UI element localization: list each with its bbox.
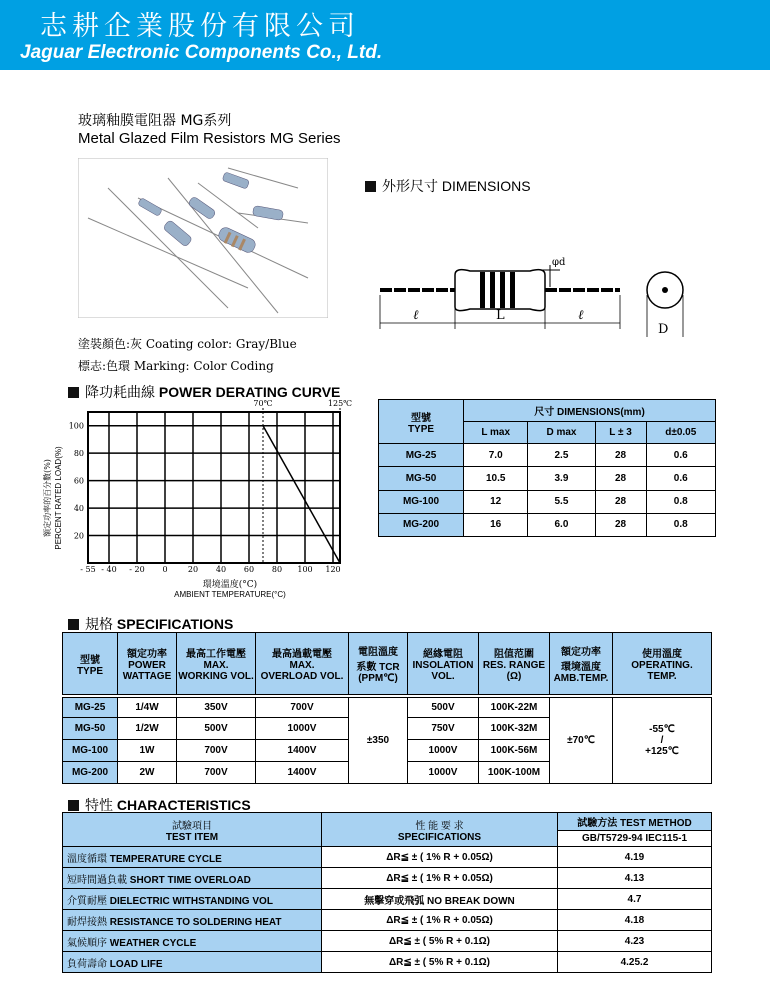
dimension-drawing bbox=[370, 245, 710, 345]
specifications-section-title: 規格 SPECIFICATIONS bbox=[68, 614, 233, 634]
table-row: 負荷壽命 LOAD LIFE ΔR≦ ± ( 5% R + 0.1Ω) 4.25.2 bbox=[63, 952, 712, 973]
derating-series-line bbox=[263, 426, 340, 563]
table-row: MG-100 1W 700V 1400V 1000V 100K-56M bbox=[63, 740, 712, 762]
section-bullet-icon bbox=[68, 800, 79, 811]
power-derating-chart bbox=[40, 398, 370, 610]
dim-col-header: d±0.05 bbox=[646, 422, 715, 444]
y-axis-label-en: PERCENT RATED LOAD(%) bbox=[54, 446, 63, 550]
d-label: φd bbox=[552, 257, 566, 268]
table-row: 溫度循環 TEMPERATURE CYCLE ΔR≦ ± ( 1% R + 0.05Ω) 4.19 bbox=[63, 847, 712, 868]
company-header bbox=[0, 0, 770, 70]
x-tick-label: 80 bbox=[271, 565, 283, 574]
table-row: MG-25 7.0 2.5 28 0.6 bbox=[379, 444, 716, 467]
x-tick-label: 40 bbox=[215, 565, 227, 574]
x-tick-label: 100 bbox=[297, 565, 313, 574]
op-temp-value: -55℃ / +125℃ bbox=[613, 698, 712, 784]
table-row: MG-50 10.5 3.9 28 0.6 bbox=[379, 467, 716, 490]
table-row: MG-200 16 6.0 28 0.8 bbox=[379, 513, 716, 536]
x-tick-label: 60 bbox=[243, 565, 255, 574]
x-tick-label: - 40 bbox=[101, 565, 117, 574]
body-length-label: L bbox=[496, 308, 505, 323]
l-right-label: ℓ bbox=[578, 308, 584, 323]
resistor-photo bbox=[78, 158, 328, 318]
char-spec-header: 性 能 要 求 SPECIFICATIONS bbox=[322, 813, 558, 847]
dim-col-header: L ± 3 bbox=[595, 422, 646, 444]
coating-info: 塗裝顏色:灰 Coating color: Gray/Blue bbox=[78, 337, 297, 351]
product-title-en: Metal Glazed Film Resistors MG Series bbox=[78, 130, 341, 147]
amb-temp-value: ±70℃ bbox=[550, 698, 613, 784]
tcr-value: ±350 bbox=[349, 698, 408, 784]
specifications-table bbox=[62, 632, 712, 784]
product-title-cn: 玻璃釉膜電阻器 MG系列 bbox=[78, 113, 232, 129]
section-bullet-icon bbox=[68, 387, 79, 398]
char-method-header: 試驗方法 TEST METHOD bbox=[558, 813, 712, 831]
dimensions-table bbox=[378, 399, 716, 537]
x-tick-label: 20 bbox=[187, 565, 199, 574]
top-temp-label: 70℃ bbox=[253, 399, 273, 408]
chart-grid bbox=[88, 412, 340, 563]
dim-type-header: 型號 TYPE bbox=[379, 400, 464, 444]
section-bullet-icon bbox=[68, 619, 79, 630]
x-axis-label-en: AMBIENT TEMPERATURE(°C) bbox=[174, 590, 286, 599]
y-tick-label: 80 bbox=[73, 449, 84, 459]
table-row: 耐焊接熱 RESISTANCE TO SOLDERING HEAT ΔR≦ ± ( 1% R + 0.05Ω) 4.18 bbox=[63, 910, 712, 931]
x-axis-label-cn: 環境溫度(°C) bbox=[202, 580, 258, 590]
x-tick-label: - 20 bbox=[129, 565, 145, 574]
dim-col-header: D max bbox=[528, 422, 595, 444]
y-tick-label: 20 bbox=[73, 531, 84, 541]
x-tick-label: - 55 bbox=[80, 565, 96, 574]
table-row: 氣候順序 WEATHER CYCLE ΔR≦ ± ( 5% R + 0.1Ω) 4.23 bbox=[63, 931, 712, 952]
table-row: MG-200 2W 700V 1400V 1000V 100K-100M bbox=[63, 762, 712, 784]
table-row: MG-50 1/2W 500V 1000V 750V 100K-32M bbox=[63, 718, 712, 740]
diameter-label: D bbox=[658, 322, 669, 337]
table-row: MG-25 1/4W 350V 700V ±350 500V 100K-22M ±70℃ -55℃ / +125℃ bbox=[63, 698, 712, 718]
plot-frame bbox=[88, 412, 340, 563]
y-tick-label: 100 bbox=[68, 421, 84, 431]
y-tick-label: 60 bbox=[73, 476, 84, 486]
top-temp-label: 125℃ bbox=[327, 399, 353, 408]
table-row: MG-100 12 5.5 28 0.8 bbox=[379, 490, 716, 513]
l-left-label: ℓ bbox=[413, 308, 419, 323]
marking-info: 標志:色環 Marking: Color Coding bbox=[78, 359, 274, 373]
company-name-en: Jaguar Electronic Components Co., Ltd. bbox=[20, 42, 383, 63]
characteristics-section-title: 特性 CHARACTERISTICS bbox=[68, 795, 251, 815]
characteristics-table bbox=[62, 812, 712, 973]
dimensions-section-title: 外形尺寸 DIMENSIONS bbox=[365, 176, 531, 196]
char-method-standard: GB/T5729-94 IEC115-1 bbox=[558, 831, 712, 847]
table-row: 介質耐壓 DIELECTRIC WITHSTANDING VOL 無擊穿或飛弧 NO BREAK DOWN 4.7 bbox=[63, 889, 712, 910]
y-axis-label-cn: 額定功率的百分數(%) bbox=[43, 459, 52, 537]
company-name-cn: 志耕企業股份有限公司 bbox=[40, 11, 360, 42]
spec-header-row: 型號 TYPE 額定功率 POWER WATTAGE 最高工作電壓 MAX. WORKING VOL. 最高過載電壓 MAX. OVERLOAD VOL. 電阻溫度 系數 TCR (PPM℃) 絕緣電阻 INSOLATION VOL. 阻值范圍 RES. RANGE (Ω) 額定功率 環境溫度 AMB.TEMP. 使用溫度 OPERATING. TEMP. bbox=[63, 633, 712, 695]
dim-col-header: L max bbox=[464, 422, 528, 444]
section-bullet-icon bbox=[365, 181, 376, 192]
y-tick-label: 40 bbox=[73, 504, 84, 514]
x-tick-label: 0 bbox=[162, 565, 168, 574]
x-tick-label: 120 bbox=[325, 565, 341, 574]
derating-section-title: 降功耗曲線 POWER DERATING CURVE bbox=[68, 382, 340, 402]
dim-group-header: 尺寸 DIMENSIONS(mm) bbox=[464, 400, 716, 422]
table-row: 短時間過負載 SHORT TIME OVERLOAD ΔR≦ ± ( 1% R + 0.05Ω) 4.13 bbox=[63, 868, 712, 889]
char-item-header: 試驗項目 TEST ITEM bbox=[63, 813, 322, 847]
